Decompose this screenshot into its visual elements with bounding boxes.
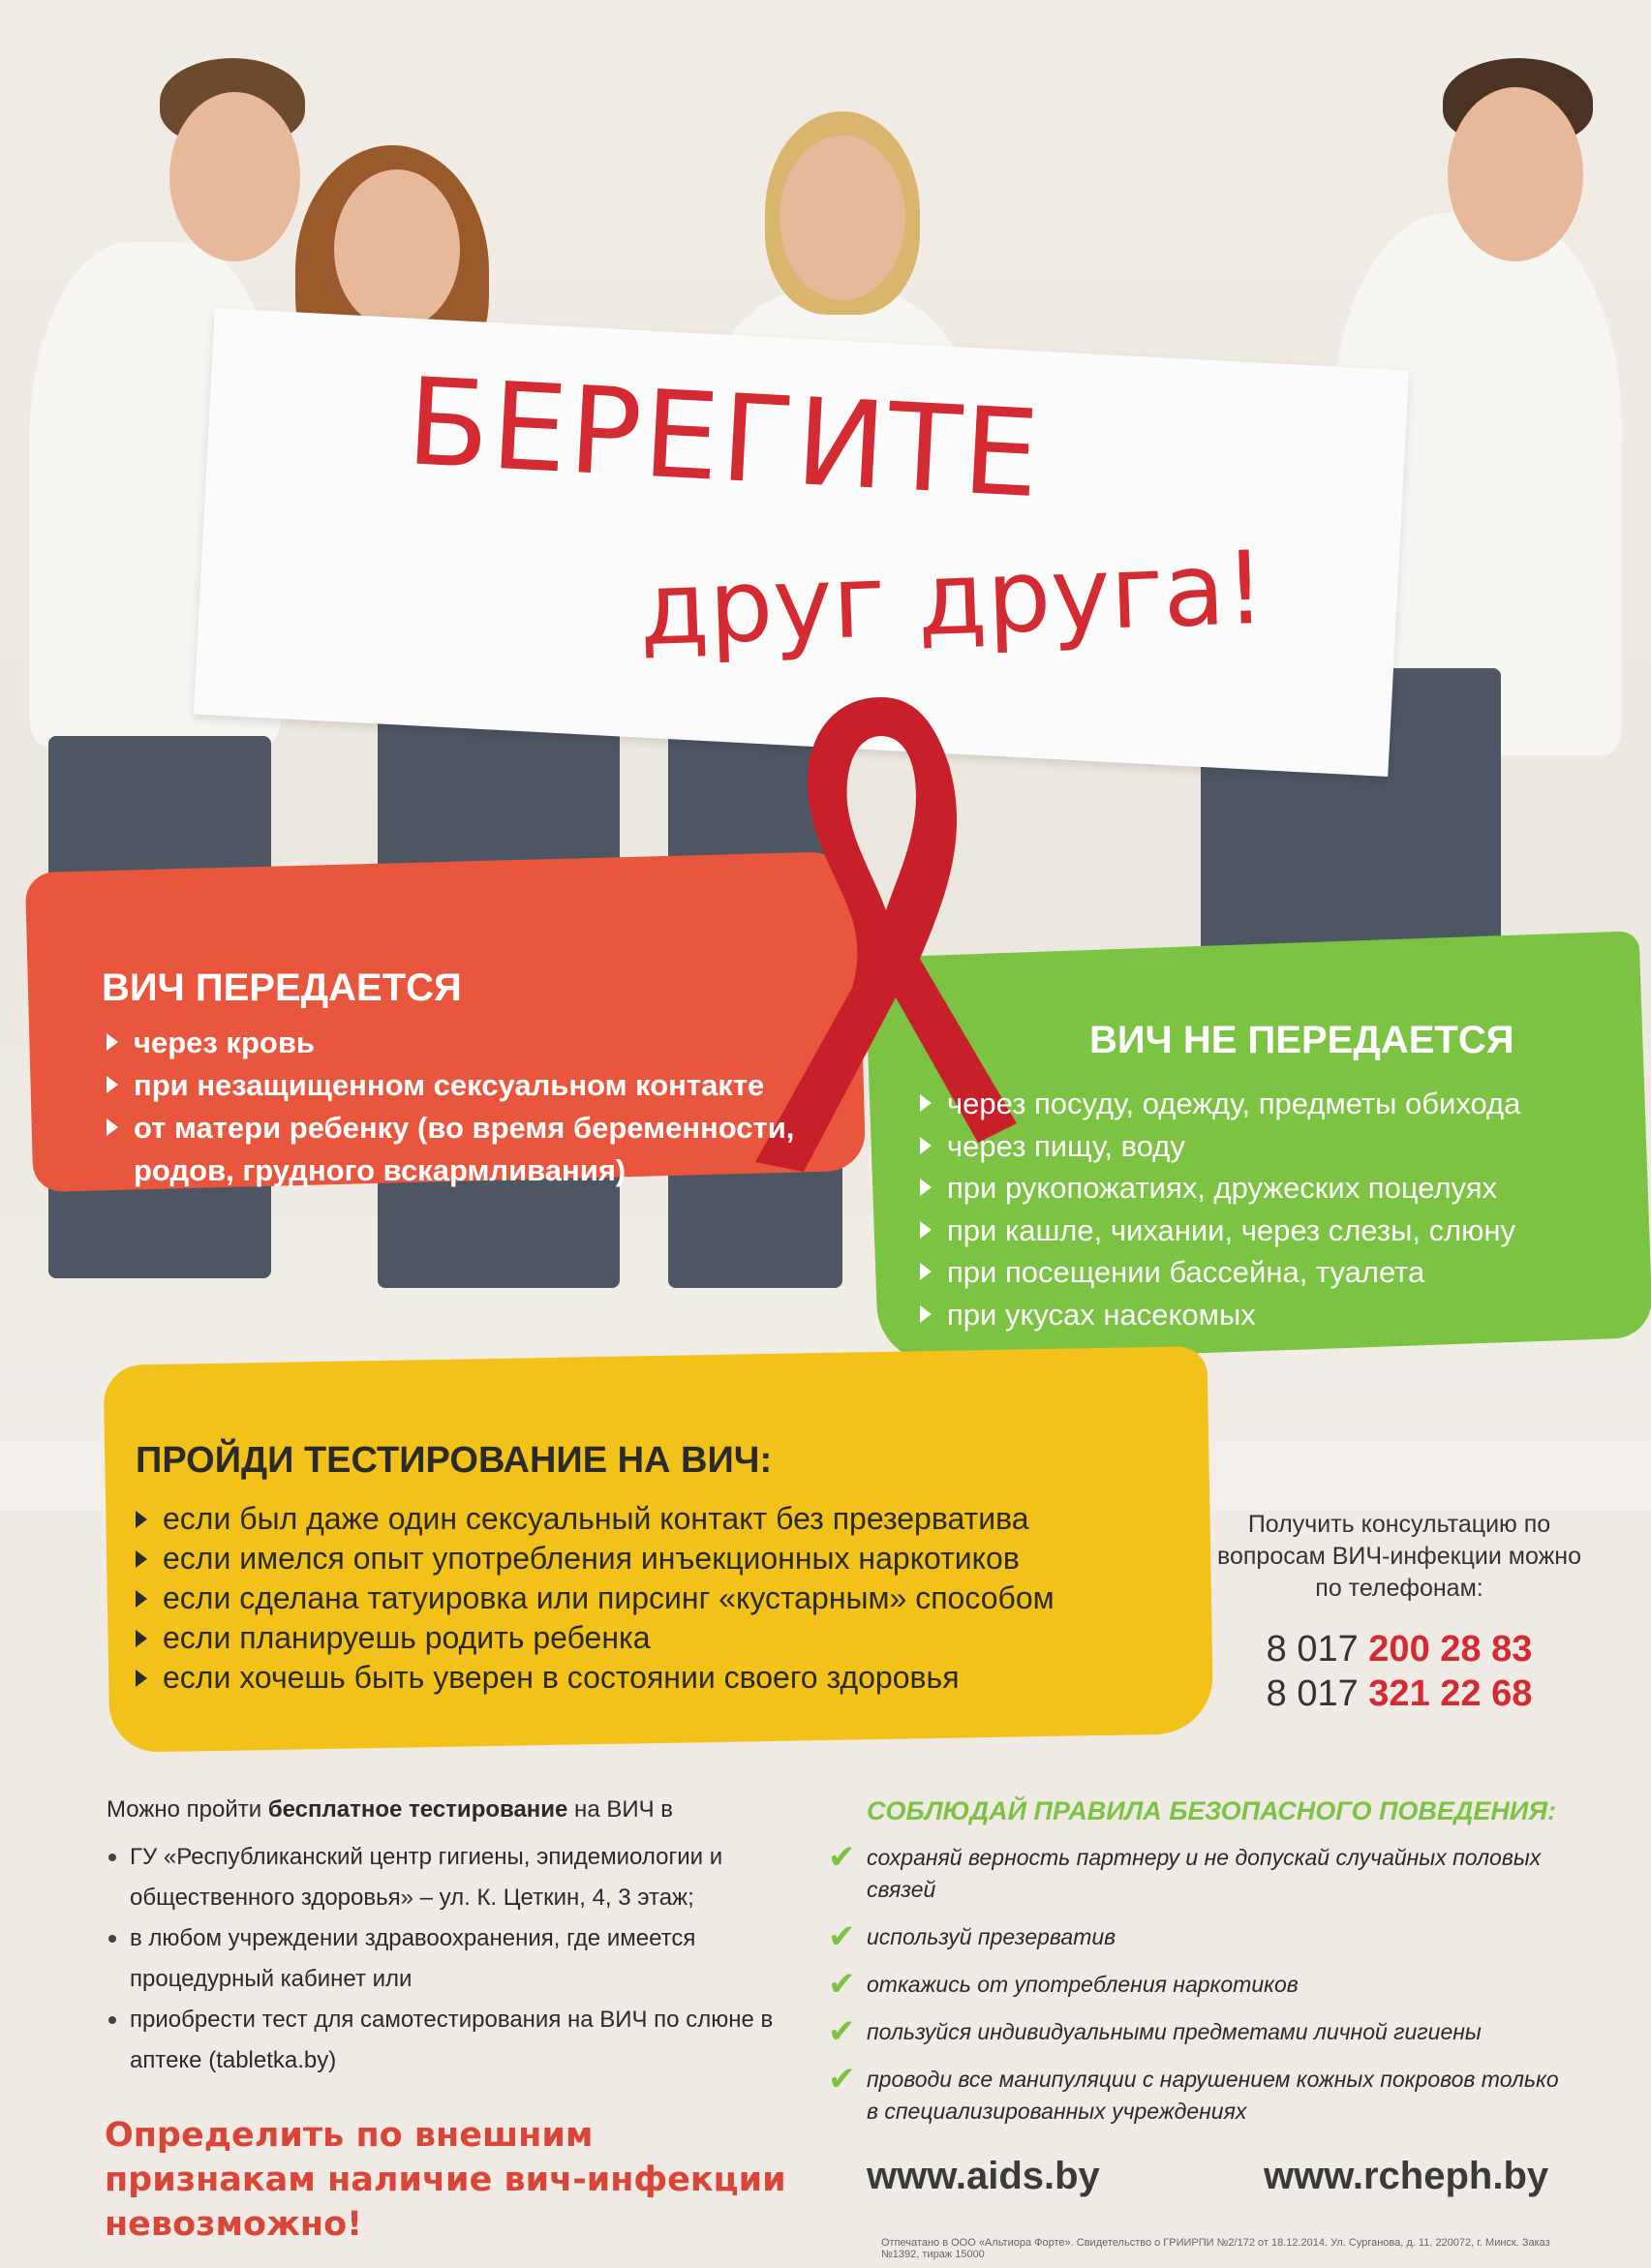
list-item: при укусах насекомых	[920, 1294, 1617, 1336]
phone-numbers	[1206, 1627, 1593, 1716]
rules-list	[828, 1838, 1564, 2128]
phone-2[interactable]: 8 017 321 22 68	[1266, 1673, 1533, 1714]
check-icon: ✔	[828, 1838, 856, 1877]
not-transmitted-title: ВИЧ НЕ ПЕРЕДАЕТСЯ	[1089, 1019, 1514, 1061]
check-icon: ✔	[828, 1917, 856, 1956]
list-item: если сделана татуировка или пирсинг «кустарным» способом	[136, 1578, 1201, 1618]
rule-item: ✔ используй презерватив	[828, 1917, 1116, 1956]
list-item: через посуду, одежду, предметы обихода	[920, 1083, 1617, 1125]
list-item: через кровь	[107, 1022, 842, 1064]
list-item: при незащищенном сексуальном контакте	[107, 1064, 842, 1107]
warning-text: Определить по внешним признакам наличие вич-инфекции невозможно!	[105, 2116, 786, 2244]
phone-1[interactable]: 8 017 200 28 83	[1266, 1629, 1533, 1670]
subheadline: друг друга!	[637, 528, 1268, 669]
check-icon: ✔	[828, 2012, 856, 2051]
rule-item: ✔ проводи все манипуляции с нарушением кожных покровов только в специализированных учреждениях	[828, 2060, 1559, 2124]
consultation-text: Получить консультацию по вопросам ВИЧ-инфекции можно по телефонам:	[1216, 1511, 1582, 1602]
list-item: если хочешь быть уверен в состоянии своего здоровья	[136, 1658, 1201, 1698]
free-testing-intro: Можно пройти бесплатное тестирование на ВИЧ в	[107, 1796, 673, 1823]
list-item: если был даже один сексуальный контакт без презерватива	[136, 1499, 1201, 1539]
link-aids[interactable]: www.aids.by	[867, 2155, 1100, 2197]
list-item: через пищу, воду	[920, 1125, 1617, 1168]
list-item: при посещении бассейна, туалета	[920, 1251, 1617, 1294]
list-item: от матери ребенку (во время беременности, родов, грудного вскармливания)	[107, 1107, 842, 1192]
not-transmitted-list	[920, 1083, 1617, 1335]
testing-title: ПРОЙДИ ТЕСТИРОВАНИЕ НА ВИЧ:	[136, 1440, 773, 1481]
rules-title: СОБЛЮДАЙ ПРАВИЛА БЕЗОПАСНОГО ПОВЕДЕНИЯ:	[867, 1796, 1557, 1825]
list-item: если имелся опыт употребления инъекционных наркотиков	[136, 1539, 1201, 1578]
transmitted-list	[107, 1022, 842, 1192]
list-item: приобрести тест для самотестирования на ВИЧ по слюне в аптеке (tabletka.by)	[107, 2000, 784, 2081]
rule-item: ✔ пользуйся индивидуальными предметами личной гигиены	[828, 2012, 1482, 2051]
rule-item: ✔ сохраняй верность партнеру и не допускай случайных половых связей	[828, 1838, 1542, 1902]
headline: БЕРЕГИТЕ	[403, 352, 1045, 526]
list-item: в любом учреждении здравоохранения, где имеется процедурный кабинет или	[107, 1918, 784, 2000]
testing-list	[136, 1499, 1201, 1698]
list-item: при кашле, чихании, через слезы, слюну	[920, 1210, 1617, 1252]
link-rcheph[interactable]: www.rcheph.by	[1264, 2155, 1549, 2197]
check-icon: ✔	[828, 1965, 856, 2004]
list-item: если планируешь родить ребенка	[136, 1618, 1201, 1658]
free-testing-list	[107, 1837, 784, 2081]
transmitted-title: ВИЧ ПЕРЕДАЕТСЯ	[102, 966, 462, 1009]
imprint-text: Отпечатано в ООО «Альтиора Форте». Свидетельство о ГРИИРПИ №2/172 от 18.12.2014. Ул. Сурганова, д. 11, 220072, г. Минск. Заказ №1392, тираж 15000	[881, 2237, 1550, 2260]
rule-item: ✔ откажись от употребления наркотиков	[828, 1965, 1299, 2004]
list-item: при рукопожатиях, дружеских поцелуях	[920, 1167, 1617, 1210]
check-icon: ✔	[828, 2060, 856, 2099]
list-item: ГУ «Республиканский центр гигиены, эпидемиологии и общественного здоровья» – ул. К. Цеткин, 4, 3 этаж;	[107, 1837, 784, 1918]
